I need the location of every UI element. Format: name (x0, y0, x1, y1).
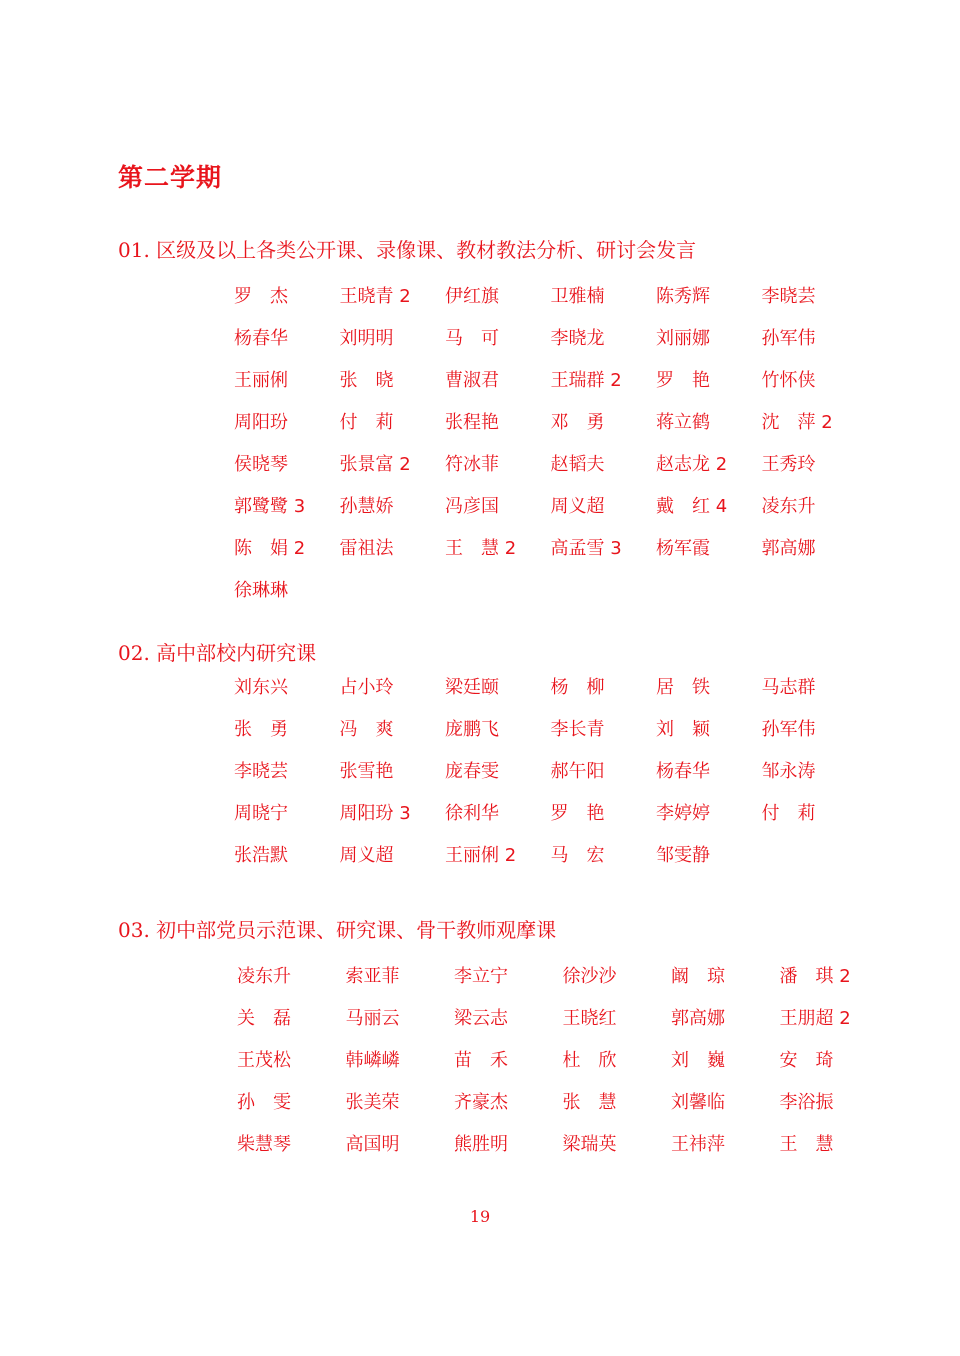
teacher-name: 安 琦 (779, 1050, 834, 1071)
teacher-name: 徐琳琳 (234, 580, 288, 601)
teacher-name: 陈 娟 2 (234, 538, 306, 559)
teacher-name: 阚 琼 (671, 966, 725, 987)
teacher-name: 郝午阳 (550, 761, 605, 782)
teacher-name: 陈秀辉 (656, 286, 710, 307)
teacher-name: 郭鹭鹭 3 (234, 496, 306, 517)
teacher-name: 李立宁 (454, 966, 508, 987)
teacher-name: 郭高娜 (671, 1008, 725, 1029)
teacher-name: 庞春雯 (445, 761, 499, 782)
teacher-name: 马丽云 (345, 1008, 400, 1029)
teacher-name: 王 慧 (779, 1134, 834, 1155)
teacher-name: 周晓宁 (234, 803, 288, 824)
teacher-name: 李浴振 (779, 1092, 834, 1113)
teacher-name: 王朋超 2 (779, 1008, 851, 1029)
teacher-name: 刘丽娜 (656, 328, 710, 349)
teacher-name: 苗 禾 (454, 1050, 508, 1071)
page-number: 19 (469, 1207, 491, 1226)
teacher-name: 张 晓 (339, 370, 394, 391)
teacher-name: 杨春华 (234, 328, 288, 349)
teacher-name: 周阳玢 3 (339, 803, 411, 824)
teacher-name: 张 慧 (562, 1092, 617, 1113)
teacher-name: 冯彦国 (445, 496, 499, 517)
teacher-name: 熊胜明 (454, 1134, 508, 1155)
teacher-name: 伊红旗 (445, 286, 499, 307)
teacher-name: 张程艳 (445, 412, 499, 433)
teacher-name: 马 可 (445, 328, 499, 349)
teacher-name: 雷祖法 (339, 538, 394, 559)
teacher-name: 王瑞群 2 (550, 370, 622, 391)
teacher-name: 孙 雯 (237, 1092, 291, 1113)
teacher-name: 王丽俐 (234, 370, 288, 391)
teacher-name: 李长青 (550, 719, 605, 740)
teacher-name: 张 勇 (234, 719, 288, 740)
teacher-name: 王丽俐 2 (445, 845, 517, 866)
teacher-name: 罗 杰 (234, 286, 288, 307)
teacher-name: 付 莉 (339, 412, 394, 433)
teacher-name: 周义超 (339, 845, 394, 866)
teacher-name: 杜 欣 (562, 1050, 617, 1071)
teacher-name: 郭高娜 (761, 538, 816, 559)
teacher-name: 凌东升 (237, 966, 291, 987)
teacher-name: 李晓芸 (761, 286, 816, 307)
teacher-name: 马 宏 (550, 845, 605, 866)
teacher-name: 齐豪杰 (454, 1092, 508, 1113)
teacher-name: 刘东兴 (234, 677, 288, 698)
teacher-name: 关 磊 (237, 1008, 291, 1029)
teacher-name: 庞鹏飞 (445, 719, 499, 740)
teacher-name: 高孟雪 3 (550, 538, 622, 559)
teacher-name: 卫雅楠 (550, 286, 605, 307)
teacher-name: 王 慧 2 (445, 538, 517, 559)
teacher-name: 马志群 (761, 677, 816, 698)
page-title: 第二学期 (118, 163, 223, 192)
teacher-name: 居 铁 (656, 677, 710, 698)
teacher-name: 李晓芸 (234, 761, 288, 782)
teacher-name: 冯 爽 (339, 719, 394, 740)
teacher-name: 杨春华 (656, 761, 710, 782)
section-heading-01: 01. 区级及以上各类公开课、录像课、教材教法分析、研讨会发言 (118, 238, 697, 262)
teacher-name: 符冰菲 (445, 454, 499, 475)
teacher-name: 李婷婷 (656, 803, 710, 824)
teacher-name: 张浩默 (234, 845, 288, 866)
teacher-name: 占小玲 (339, 677, 394, 698)
teacher-name: 赵志龙 2 (656, 454, 728, 475)
teacher-name: 罗 艳 (550, 803, 605, 824)
teacher-name: 凌东升 (761, 496, 816, 517)
teacher-name: 周阳玢 (234, 412, 288, 433)
teacher-name: 邹雯静 (656, 845, 710, 866)
teacher-name: 韩嶙嶙 (345, 1050, 400, 1071)
teacher-name: 张美荣 (345, 1092, 400, 1113)
teacher-name: 蒋立鹤 (656, 412, 710, 433)
teacher-name: 高国明 (345, 1134, 400, 1155)
teacher-name: 杨军霞 (656, 538, 710, 559)
teacher-name: 刘馨临 (671, 1092, 725, 1113)
teacher-name: 张景富 2 (339, 454, 411, 475)
teacher-name: 潘 琪 2 (779, 966, 851, 987)
teacher-name: 孙军伟 (761, 719, 816, 740)
name-grid-02 (234, 676, 867, 886)
section-heading-02: 02. 高中部校内研究课 (118, 641, 317, 665)
teacher-name: 付 莉 (761, 803, 816, 824)
teacher-name: 王秀玲 (761, 454, 816, 475)
teacher-name: 赵韬夫 (550, 454, 605, 475)
teacher-name: 王祎萍 (671, 1134, 725, 1155)
teacher-name: 罗 艳 (656, 370, 710, 391)
section-heading-03: 03. 初中部党员示范课、研究课、骨干教师观摩课 (118, 918, 557, 942)
teacher-name: 戴 红 4 (656, 496, 728, 517)
name-grid-01 (234, 285, 867, 621)
teacher-name: 刘明明 (339, 328, 394, 349)
teacher-name: 张雪艳 (339, 761, 394, 782)
teacher-name: 梁廷颐 (445, 677, 499, 698)
teacher-name: 周义超 (550, 496, 605, 517)
teacher-name: 梁云志 (454, 1008, 508, 1029)
teacher-name: 曹淑君 (445, 370, 499, 391)
teacher-name: 柴慧琴 (237, 1134, 291, 1155)
teacher-name: 邹永涛 (761, 761, 816, 782)
teacher-name: 徐沙沙 (562, 966, 617, 987)
teacher-name: 梁瑞英 (562, 1134, 617, 1155)
teacher-name: 孙军伟 (761, 328, 816, 349)
teacher-name: 刘 颖 (656, 719, 710, 740)
name-grid-03 (237, 965, 888, 1175)
teacher-name: 沈 萍 2 (761, 412, 833, 433)
teacher-name: 孙慧娇 (339, 496, 394, 517)
teacher-name: 索亚菲 (345, 966, 400, 987)
teacher-name: 刘 巍 (671, 1050, 725, 1071)
teacher-name: 邓 勇 (550, 412, 605, 433)
teacher-name: 徐利华 (445, 803, 499, 824)
teacher-name: 李晓龙 (550, 328, 605, 349)
teacher-name: 侯晓琴 (234, 454, 288, 475)
teacher-name: 王晓红 (562, 1008, 617, 1029)
teacher-name: 王茂松 (237, 1050, 291, 1071)
teacher-name: 竹怀侠 (761, 370, 816, 391)
teacher-name: 杨 柳 (550, 677, 605, 698)
teacher-name: 王晓青 2 (339, 286, 411, 307)
